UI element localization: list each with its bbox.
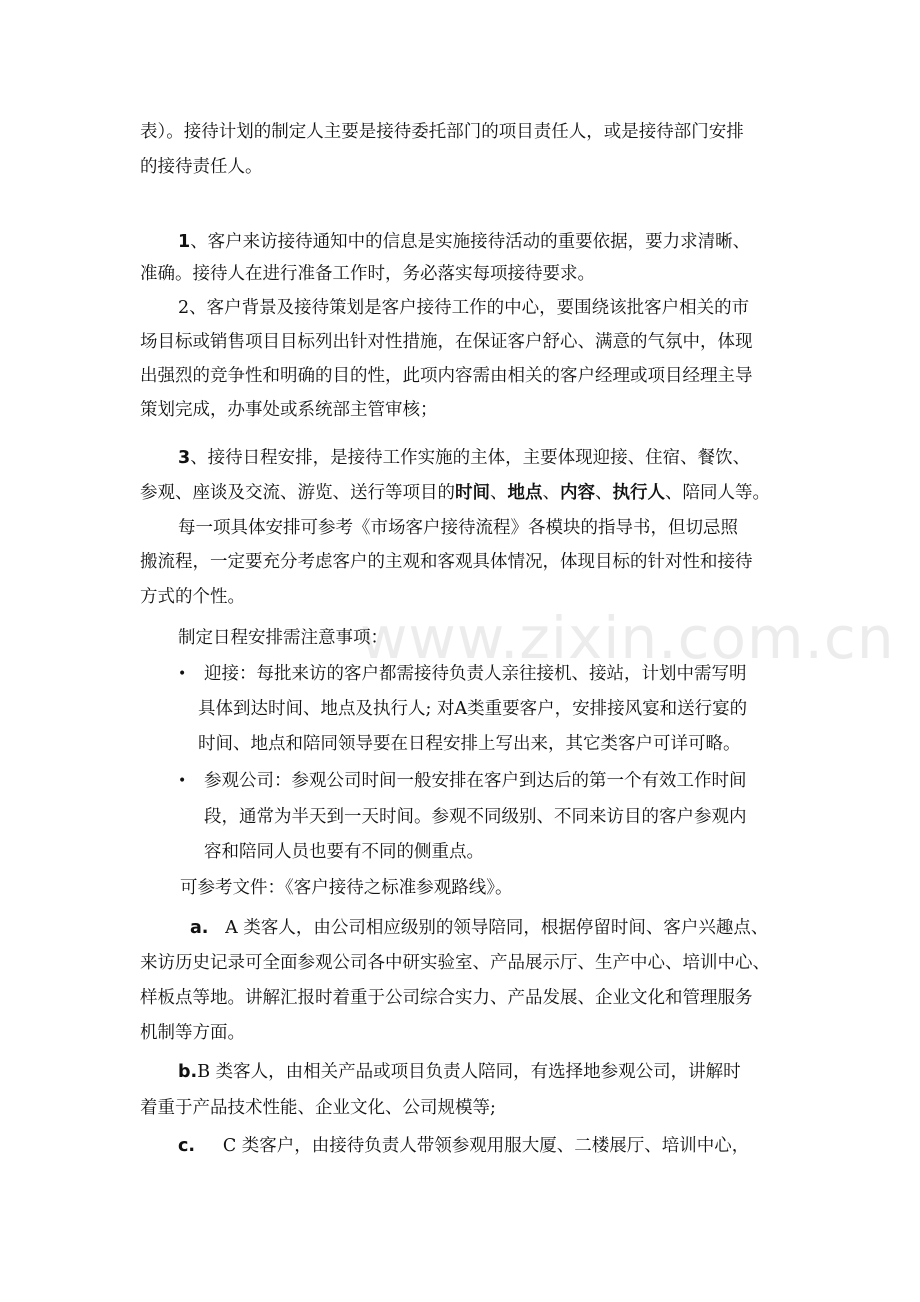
class-a-line: 机制等方面。 — [140, 1023, 245, 1043]
keyword-content: 内容 — [560, 483, 595, 503]
reference-line: 方式的个性。 — [140, 587, 245, 607]
separator: 、 — [542, 483, 560, 503]
separator: 、 — [490, 483, 508, 503]
class-a-line: 样板点等地。讲解汇报时着重于公司综合实力、产品发展、企业文化和管理服务 — [140, 988, 753, 1008]
item-2-line: 策划完成，办事处或系统部主管审核； — [140, 400, 438, 420]
notes-heading: 制定日程安排需注意事项： — [178, 628, 388, 648]
bullet-1-line: 时间、地点和陪同领导要在日程安排上写出来，其它类客户可详可略。 — [198, 734, 741, 754]
class-b-label: b. — [178, 1062, 198, 1082]
bullet-1-line: 具体到达时间、地点及执行人; 对A类重要客户，安排接风宴和送行宴的 — [198, 699, 748, 719]
class-c-text: C 类客户，由接待负责人带领参观用服大厦、二楼展厅、培训中心， — [222, 1136, 750, 1156]
bullet-marker: • — [178, 666, 187, 682]
keyword-time: 时间 — [455, 483, 490, 503]
class-b-line — [178, 1060, 741, 1084]
reference-file: 可参考文件：《客户接待之标准参观路线》。 — [180, 878, 513, 898]
item-2-line: 2、客户背景及接待策划是客户接待工作的中心，要围绕该批客户相关的市 — [178, 298, 750, 318]
item-1-number: 1 — [178, 232, 191, 252]
bullet-1-line: 迎接：每批来访的客户都需接待负责人亲往接机、接站，计划中需写明 — [204, 664, 747, 684]
class-a-text: A 类客人，由公司相应级别的领导陪同，根据停留时间、客户兴趣点、 — [225, 918, 769, 938]
bullet-2-line: 参观公司：参观公司时间一般安排在客户到达后的第一个有效工作时间 — [204, 771, 747, 791]
class-a-line — [190, 916, 768, 940]
keyword-executor: 执行人 — [612, 483, 665, 503]
item-2-line: 出强烈的竞争性和明确的目的性，此项内容需由相关的客户经理或项目经理主导 — [140, 366, 753, 386]
item-1-line — [178, 230, 750, 254]
reference-line: 搬流程，一定要充分考虑客户的主观和客观具体情况，体现目标的针对性和接待 — [140, 552, 753, 572]
class-b-line: 着重于产品技术性能、企业文化、公司规模等; — [140, 1098, 496, 1118]
bullet-2-line: 容和陪同人员也要有不同的侧重点。 — [204, 842, 484, 862]
item-2-line: 场目标或销售项目目标列出针对性措施，在保证客户舒心、满意的气氛中，体现 — [140, 332, 753, 352]
item-3-prefix: 参观、座谈及交流、游览、送行等项目的 — [140, 483, 455, 503]
item-3-suffix: 、陪同人等。 — [665, 483, 770, 503]
item-3-text: 、接待日程安排，是接待工作实施的主体，主要体现迎接、住宿、餐饮、 — [190, 448, 751, 468]
class-c-line — [178, 1134, 749, 1158]
intro-line: 表）。接待计划的制定人主要是接待委托部门的项目责任人，或是接待部门安排 — [140, 122, 744, 142]
watermark: www.zixin.com.cn — [360, 604, 895, 672]
separator: 、 — [595, 483, 613, 503]
item-1-line: 准确。接待人在进行准备工作时，务必落实每项接待要求。 — [140, 264, 595, 284]
item-3-number: 3 — [178, 448, 191, 468]
class-b-text: B 类客人，由相关产品或项目负责人陪同，有选择地参观公司，讲解时 — [197, 1062, 741, 1082]
class-a-line: 来访历史记录可全面参观公司各中研实验室、产品展示厅、生产中心、培训中心、 — [140, 953, 770, 973]
item-3-line — [140, 481, 770, 505]
class-a-label: a. — [190, 918, 209, 938]
keyword-place: 地点 — [507, 483, 543, 503]
bullet-2-line: 段，通常为半天到一天时间。参观不同级别、不同来访目的客户参观内 — [204, 807, 747, 827]
bullet-marker: • — [178, 773, 187, 789]
reference-line: 每一项具体安排可参考《市场客户接待流程》各模块的指导书，但切忌照 — [178, 518, 738, 538]
class-c-label: c. — [178, 1136, 196, 1156]
intro-line: 的接待责任人。 — [140, 157, 263, 177]
item-3-line — [178, 446, 750, 470]
item-1-text: 、客户来访接待通知中的信息是实施接待活动的重要依据，要力求清晰、 — [190, 232, 751, 252]
